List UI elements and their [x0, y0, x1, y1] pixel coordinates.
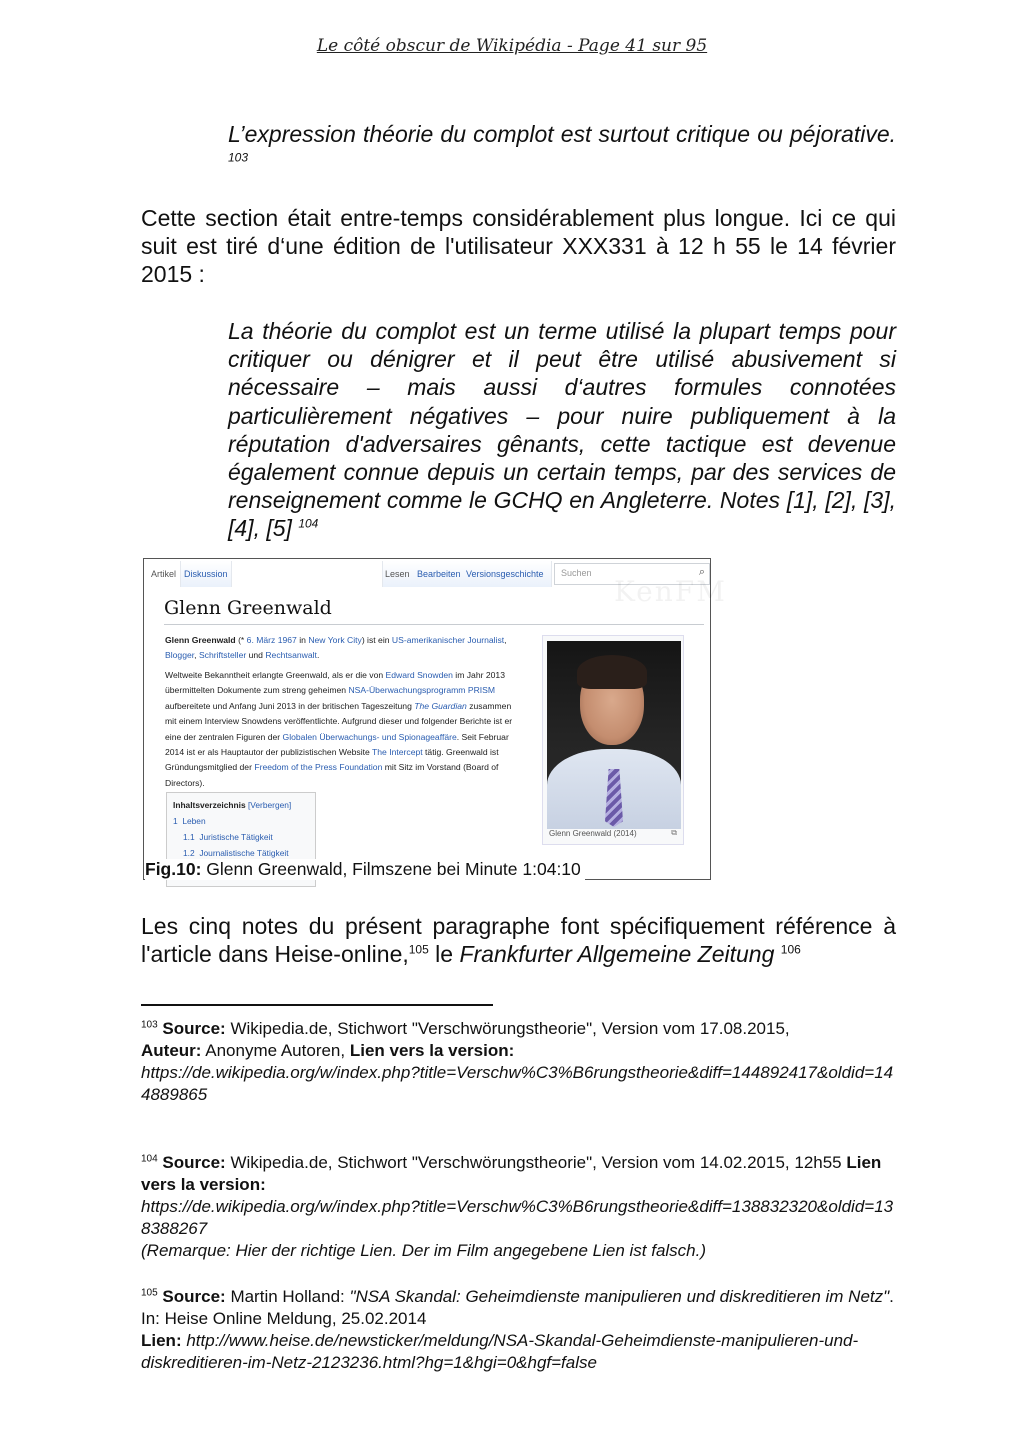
body-paragraph-edit-note: Cette section était entre-temps considérablement plus longue. Ici ce qui suit est tiré d‘une édition de l'utilisateur XXX331 à 12 h 55 le 14 février 2015 : — [141, 205, 896, 287]
text: Martin Holland: — [225, 1287, 350, 1306]
footnote-number: 104 — [141, 1153, 158, 1165]
watermark: KenFM — [614, 575, 727, 608]
article-paragraph — [165, 668, 520, 791]
text: zusammen mit einem Interview Snowdens veröffentlichte. Aufgrund dieser und folgender Berichte ist er eine der zentralen Figuren der — [165, 700, 513, 742]
label: Lien vers la version: — [141, 1153, 882, 1194]
link-birth-date[interactable]: 6. März 1967 — [246, 635, 297, 645]
article-title: Glenn Greenwald — [164, 597, 332, 619]
footnote-separator — [141, 1004, 493, 1006]
tab-artikel[interactable]: Artikel — [151, 569, 177, 579]
label: Source: — [162, 1153, 226, 1172]
search-icon[interactable]: ⌕ — [698, 566, 705, 578]
text: . In: Heise Online Meldung, 25.02.2014 — [141, 1287, 894, 1328]
footnote-link[interactable]: https://de.wikipedia.org/w/index.php?title=Verschw%C3%B6rungstheorie&diff=144892417&oldid=144889865 — [141, 1063, 894, 1104]
footnote-ref[interactable]: 106 — [780, 942, 801, 957]
article-title: "NSA Skandal: Geheimdienste manipulieren und diskreditieren im Netz" — [349, 1287, 890, 1306]
link-surveillance-affair[interactable]: Globalen Überwachungs- und Spionageaffäre — [282, 731, 457, 742]
link-edward-snowden[interactable]: Edward Snowden — [385, 670, 453, 680]
text: , — [504, 635, 507, 645]
text: ) ist ein — [361, 635, 392, 645]
tab-bearbeiten[interactable]: Bearbeiten — [417, 569, 461, 579]
text: in — [296, 635, 309, 645]
tab-diskussion[interactable]: Diskussion — [184, 569, 228, 579]
link-blogger[interactable]: Blogger — [165, 650, 195, 661]
figure-caption-text: Glenn Greenwald, Filmszene bei Minute 1:04:10 — [201, 859, 581, 879]
quote-conspiracy-definition — [228, 120, 896, 176]
text: Wikipedia.de, Stichwort "Verschwörungstheorie", Version vom 14.02.2015, 12h55 — [225, 1153, 847, 1172]
text: Weltweite Bekanntheit erlangte Greenwald, als er die von — [165, 670, 386, 680]
link-lawyer[interactable]: Rechtsanwalt — [265, 650, 317, 661]
text: tätig. Greenwald ist Gründungsmitglied der — [165, 747, 499, 773]
publication-name: Frankfurter Allgemeine Zeitung — [459, 941, 775, 967]
text: aufbereitete und Anfang Juni 2013 in der britischen Tageszeitung — [165, 700, 415, 711]
infobox — [542, 635, 684, 845]
footnote-remark: (Remarque: Hier der richtige Lien. Der im Film angegebene Lien ist falsch.) — [141, 1241, 707, 1260]
text: mit Sitz im Vorstand (Board of Directors). — [165, 762, 499, 788]
photo-caption: Glenn Greenwald (2014) — [549, 829, 637, 838]
footnote-105 — [141, 1286, 901, 1374]
footnote-link[interactable]: https://de.wikipedia.org/w/index.php?title=Verschw%C3%B6rungstheorie&diff=138832320&oldid=138388267 — [141, 1197, 894, 1238]
footnote-link[interactable]: http://www.heise.de/newsticker/meldung/NSA-Skandal-Geheimdienste-manipulieren-und-diskreditieren-im-Netz-2123236.html?hg=1&hgi=0&hgf=false — [141, 1331, 859, 1372]
subject-name: Glenn Greenwald — [165, 635, 236, 645]
link-birth-place[interactable]: New York City — [308, 635, 362, 645]
toc-toggle[interactable]: [Verbergen] — [247, 800, 292, 810]
text: (* — [235, 635, 247, 645]
link-the-guardian[interactable]: The Guardian — [414, 700, 467, 711]
text: und — [246, 650, 266, 661]
text: , — [194, 650, 199, 661]
figure-caption — [145, 859, 585, 880]
footnote-number: 105 — [141, 1287, 158, 1299]
text: Wikipedia.de, Stichwort "Verschwörungstheorie", Version vom 17.08.2015, — [225, 1019, 790, 1038]
page-header: Le côté obscur de Wikipédia - Page 41 sur 95 — [316, 36, 708, 56]
toc-label: Juristische Tätigkeit — [199, 832, 273, 842]
toc-label: Journalistische Tätigkeit — [199, 848, 289, 858]
link-prism[interactable]: NSA-Überwachungsprogramm PRISM — [348, 685, 496, 696]
body-paragraph-notes — [141, 912, 896, 968]
label: Source: — [162, 1019, 226, 1038]
text: Anonyme Autoren, — [201, 1041, 350, 1060]
photo-hair — [577, 655, 647, 689]
toc-num: 1.2 — [183, 848, 195, 858]
tab-lesen[interactable]: Lesen — [385, 569, 410, 579]
link-the-intercept[interactable]: The Intercept — [372, 747, 423, 758]
tab-versionsgeschichte[interactable]: Versionsgeschichte — [466, 569, 544, 579]
text: . Seit Februar 2014 ist er als Hauptautor der publizistischen Website — [165, 731, 509, 758]
label: Lien: — [141, 1331, 182, 1350]
label: Source: — [162, 1287, 226, 1306]
text: im Jahr 2013 übermittelten Dokumente zum streng geheimen — [165, 670, 505, 696]
toc-num: 1 — [173, 816, 178, 826]
toc-heading: Inhaltsverzeichnis — [173, 800, 246, 810]
quote-edit-excerpt — [228, 317, 896, 543]
figure-label: Fig.10: — [145, 859, 202, 879]
footnote-ref[interactable]: 105 — [408, 942, 429, 957]
footnote-ref[interactable]: 104 — [298, 516, 319, 531]
quote-text: L’expression théorie du complot est surtout critique ou péjorative. — [228, 121, 896, 147]
link-nationality[interactable]: US-amerikanischer — [391, 635, 465, 645]
link-writer[interactable]: Schriftsteller — [198, 650, 247, 661]
footnote-103 — [141, 1018, 901, 1106]
footnote-104 — [141, 1152, 901, 1262]
text: . — [316, 650, 320, 661]
label: Lien vers la version: — [349, 1041, 515, 1060]
wikipedia-screenshot-figure — [143, 558, 727, 880]
toc-label: Leben — [182, 816, 206, 826]
text: le — [428, 941, 460, 967]
text: Les cinq notes du présent paragraphe font spécifiquement référence à l'article dans Heise-online, — [141, 913, 896, 967]
footnote-number: 103 — [141, 1019, 158, 1031]
article-intro — [165, 633, 520, 664]
toc-item[interactable] — [173, 813, 309, 829]
link-journalist[interactable]: Journalist — [467, 635, 505, 645]
portrait-photo[interactable] — [547, 641, 681, 827]
label: Auteur: — [141, 1041, 202, 1060]
search-placeholder: Suchen — [561, 568, 592, 578]
enlarge-icon[interactable]: ⧉ — [671, 828, 677, 837]
toc-num: 1.1 — [183, 832, 195, 842]
footnote-ref[interactable]: 103 — [228, 150, 249, 165]
title-divider — [164, 624, 704, 625]
quote-text: La théorie du complot est un terme utilisé la plupart temps pour critiquer ou dénigrer et il peut être utilisé abusivement si nécessaire – mais aussi d‘autres formules connotées particulièrement négatives – pour nuire publiquement à la réputation d'adversaires gênants, cette tactique est devenue également connue depuis un certain temps, par des services de renseignement comme le GCHQ en Angleterre. Notes [1], [2], [3], [4], [5] — [228, 318, 896, 542]
link-freedom-press-foundation[interactable]: Freedom of the Press Foundation — [254, 762, 383, 773]
toc-item[interactable] — [173, 829, 309, 845]
